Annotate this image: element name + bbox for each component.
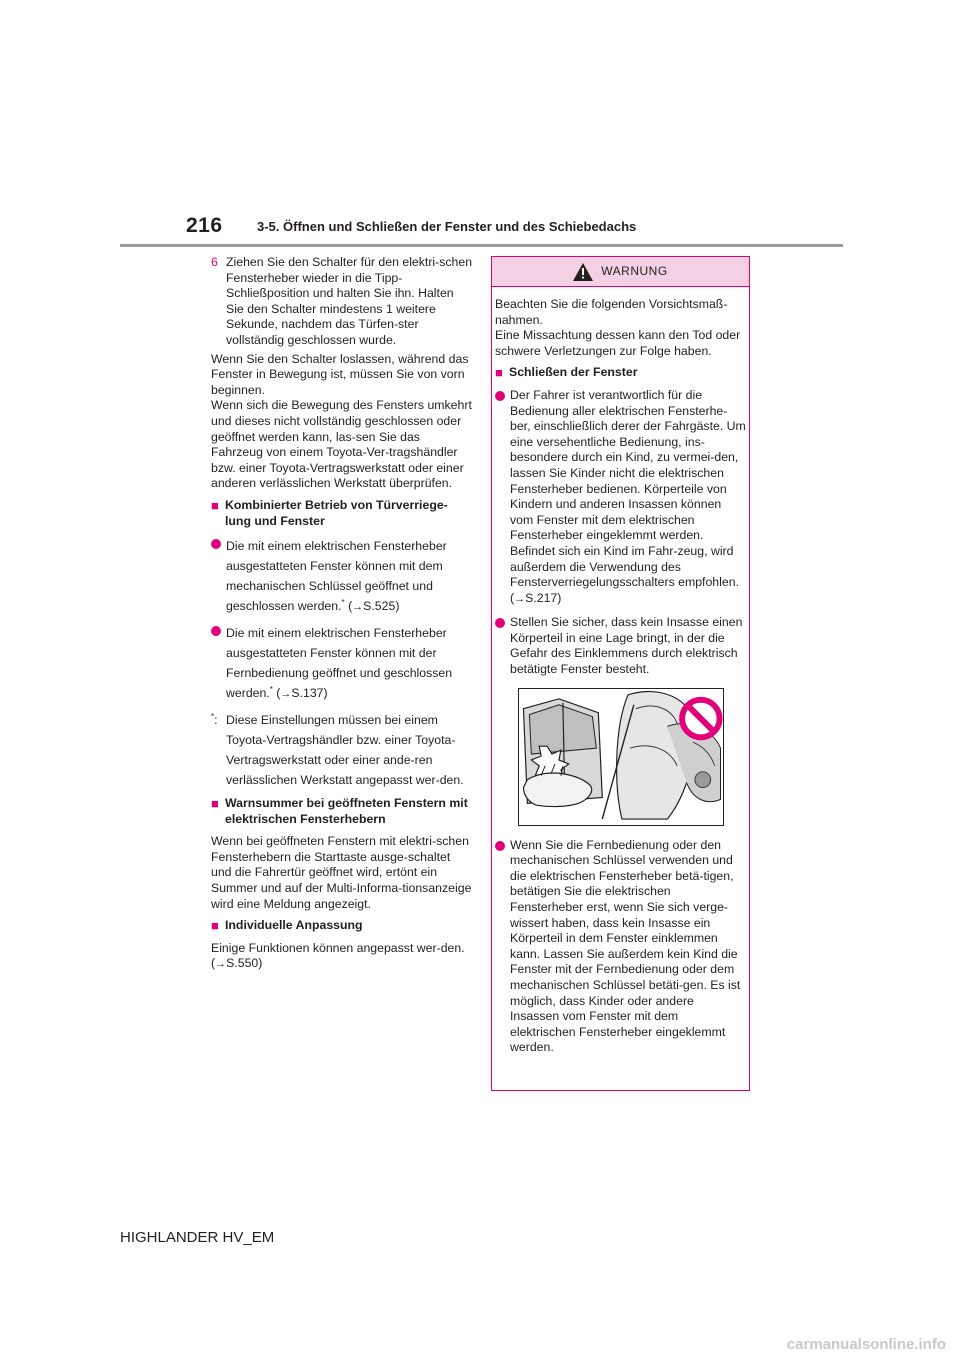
section-title: Kombinierter Betrieb von Türverriege-lung und Fenster [225,497,448,528]
header-rule [120,244,843,247]
warning-box [491,256,750,1091]
circle-bullet-icon [495,841,505,851]
list-item: Die mit einem elektrischen Fensterheber ausgestatteten Fenster können mit der Fernbedienung geöffnet und geschlossen werden.* (→S.137) [211,623,473,704]
left-column [211,255,473,979]
footnote-mark: * [269,685,273,694]
list-item: Die mit einem elektrischen Fensterheber ausgestatteten Fenster können mit dem mechanischen Schlüssel geöffnet und geschlossen werden.* (→S.525) [211,536,473,617]
circle-bullet-icon [495,391,505,401]
section-heading [211,918,473,934]
step-6 [211,255,473,349]
paragraph-text-1: Wenn Sie den Schalter loslassen, während das Fenster in Bewegung ist, müssen Sie von vorn beginnen. [211,351,469,397]
paragraph [211,352,473,492]
page-reference[interactable]: S.525 [363,599,396,614]
arrow-right-icon: → [215,958,227,971]
section-title: Individuelle Anpassung [225,918,363,933]
footnote: *: Diese Einstellungen müssen bei einem Toyota-Vertragshändler bzw. einer Toyota-Vertragswerkstatt oder einer ande-ren verlässlichen Werkstatt angepasst wer-den. [211,710,473,790]
warning-body [492,287,749,1056]
section-title: Schließen der Fenster [509,365,638,380]
arrow-right-icon: → [352,601,364,614]
list-item: Der Fahrer ist verantwortlich für die Bedienung aller elektrischen Fensterhe-ber, einschließlich derer der Fahrgäste. Um eine versehentliche Bedienung, ins-besondere durch ein Kind, zu vermei-den, lassen Sie Kinder nicht die elektrischen Fensterheber bedienen. Körperteile von Kindern und anderen Insassen können vom Fenster mit dem elektrischen Fensterheber eingeklemmt werden. Befindet sich ein Kind im Fahr-zeug, wird außerdem die Verwendung des Fensterverriegelungsschalters empfohlen. (→S.217) [495,388,746,607]
square-bullet-icon: ■ [211,497,219,513]
bullet-text: Stellen Sie sicher, dass kein Insasse einen Körperteil in eine Lage bringt, in der die Gefahr des Einklemmens durch elektrisch betätigte Fenster besteht. [510,615,743,677]
section-heading [211,796,473,827]
section-paragraph: Einige Funktionen können angepasst wer-den. (→S.550) [211,940,465,971]
section-heading [211,498,473,529]
arrow-right-icon: → [514,592,526,605]
circle-bullet-icon [495,618,505,628]
warning-header [492,257,749,287]
footer-model: HIGHLANDER HV_EM [120,1229,275,1246]
paragraph-text-2: Wenn sich die Bewegung des Fensters umkehrt und dieses nicht vollständig geschlossen oder geöffnet werden kann, las-sen Sie das Fahrzeug von einem Toyota-Ver-tragshändler bzw. einer Toyota-Vertragswerkstatt oder einer anderen verlässlichen Werkstatt überprüfen. [211,398,472,491]
square-bullet-icon: ■ [211,796,219,812]
bullet-text: Die mit einem elektrischen Fensterheber ausgestatteten Fenster können mit der Fernbedienung geöffnet und geschlossen werden. [226,626,453,701]
section-title: Warnsummer bei geöffneten Fenstern mit elektrischen Fensterhebern [225,796,468,826]
bullet-text: Der Fahrer ist verantwortlich für die Bedienung aller elektrischen Fensterhe-ber, einschließlich derer der Fahrgäste. Um eine versehentliche Bedienung, ins-besondere durch ein Kind, zu vermei-den, lassen Sie Kinder nicht die elektrischen Fensterheber bedienen. Körperteile von Kindern und anderen Insassen können vom Fenster mit dem elektrischen Fensterheber eingeklemmt werden. Befindet sich ein Kind im Fahr-zeug, wird außerdem die Verwendung des Fensterverriegelungsschalters empfohlen. [510,387,746,590]
square-bullet-icon: ■ [495,365,503,381]
section-heading [495,365,746,381]
watermark: carmanualsonline.info [786,1336,946,1353]
section-text: Wenn bei geöffneten Fenstern mit elektri-schen Fensterhebern die Starttaste ausge-schaltet und die Fahrertür geöffnet wird, ertönt ein Summer und auf der Multi-Informa-tionsanzeige wird eine Meldung angezeigt. [211,834,472,911]
list-item [495,838,746,1056]
page-number: 216 [186,214,223,237]
list-item [495,615,746,677]
footnote-mark: * [341,598,345,607]
footnote-mark: * [211,712,215,721]
page-reference[interactable]: S.550 [226,956,259,971]
section-text: Einige Funktionen können angepasst wer-den. [211,940,465,955]
circle-bullet-icon [211,626,221,636]
bullet-text: Die mit einem elektrischen Fensterheber ausgestatteten Fenster können mit dem mechanischen Schlüssel geöffnet und geschlossen werden. [226,539,447,614]
chapter-title: 3-5. Öffnen und Schließen der Fenster und des Schiebedachs [257,219,637,234]
warning-intro [495,297,746,359]
circle-bullet-icon [211,539,221,549]
warning-title: WARNUNG [601,263,668,278]
footnote-text: Diese Einstellungen müssen bei einem Toyota-Vertragshändler bzw. einer Toyota-Vertragswerkstatt oder einer ande-ren verlässlichen Werkstatt angepasst wer-den. [226,713,464,788]
step-number: 6 [211,255,218,269]
window-pinch-illustration [518,688,724,826]
square-bullet-icon: ■ [211,918,219,934]
page-reference[interactable]: S.137 [291,686,324,701]
warning-intro-text-1: Beachten Sie die folgenden Vorsichtsmaß-nahmen. [495,297,728,327]
bullet-text: Wenn Sie die Fernbedienung oder den mechanischen Schlüssel verwenden und die elektrischen Fensterheber betä-tigen, betätigen Sie die elektrischen Fensterheber erst, wenn Sie sich verge-wissert haben, dass kein Insasse ein Körperteil in dem Fenster einklemmen kann. Lassen Sie außerdem kein Kind die Fenster mit der Fernbedienung oder dem mechanischen Schlüssel betäti-gen. Es ist möglich, dass Kinder oder andere Insassen vom Fenster mit dem elektrischen Fensterheber eingeklemmt werden. [510,837,741,1055]
warning-triangle-icon [573,263,593,281]
warning-intro-text-2: Eine Missachtung dessen kann den Tod oder schwere Verletzungen zur Folge haben. [495,328,741,358]
page-reference[interactable]: S.217 [525,590,558,605]
arrow-right-icon: → [280,688,292,701]
step-text: Ziehen Sie den Schalter für den elektri-schen Fensterheber wieder in die Tipp-Schließposition und halten Sie ihn. Halten Sie den Schalter mindestens 1 weitere Sekunde, nachdem das Türfen-ster vollständig geschlossen wurde. [226,255,473,347]
